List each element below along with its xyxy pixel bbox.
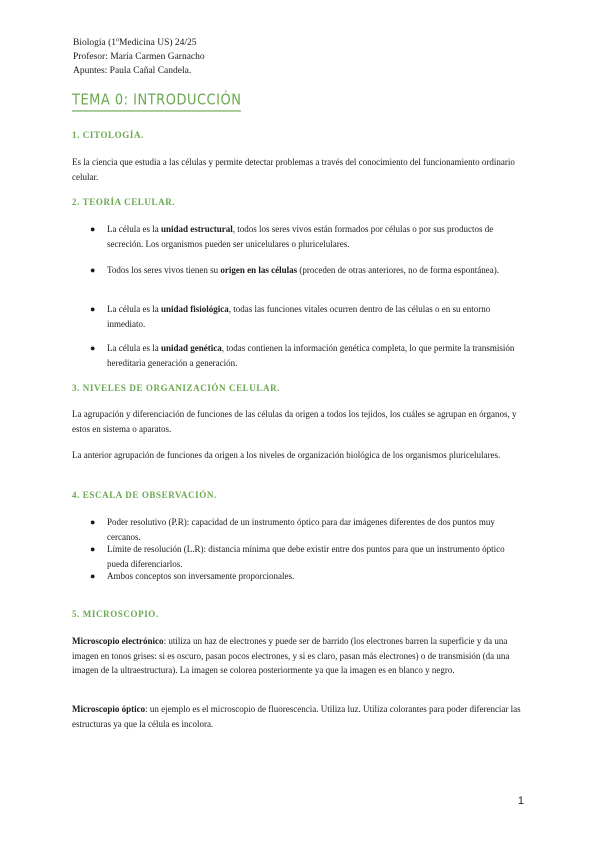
list-item: ● Límite de resolución (L.R): distancia mínima que debe existir entre dos puntos para que un instrumento óptico pueda diferenciarlos. bbox=[90, 544, 505, 569]
bullet-icon: ● bbox=[90, 224, 96, 234]
section-heading-teoria-celular: 2. TEORÍA CELULAR. bbox=[72, 197, 176, 207]
section-heading-escala: 4. ESCALA DE OBSERVACIÓN. bbox=[72, 490, 217, 500]
paragraph-microscopio-electronico: Microscopio electrónico: utiliza un haz de electrones y puede ser de barrido (los electrones barren la superficie y da una imagen en tonos grises: si es oscuro, pasan pocos electrones, y si es claro, pasan más electrones) o de transmisión (da una imagen de la ultraestructura). La imagen se colorea posteriormente ya que la imagen es en blanco y negro. bbox=[72, 636, 510, 675]
page-number: 1 bbox=[517, 795, 524, 807]
list-item: ● La célula es la unidad estructural, todos los seres vivos están formados por células o por sus productos de secreción. Los organismos pueden ser unicelulares o pluricelulares. bbox=[90, 224, 494, 249]
paragraph-microscopio-optico: Microscopio óptico: un ejemplo es el microscopio de fluorescencia. Utiliza luz. Utiliza colorantes para poder diferenciar las estructuras ya que la célula es incolora. bbox=[72, 704, 521, 729]
page-title: TEMA 0: INTRODUCCIÓN bbox=[72, 92, 241, 112]
header-author: Apuntes: Paula Cañal Candela. bbox=[73, 66, 192, 76]
bullet-icon: ● bbox=[90, 517, 96, 527]
bullet-icon: ● bbox=[90, 343, 96, 353]
paragraph-niveles-1: La agrupación y diferenciación de funciones de las células da origen a todos los tejidos, los cuáles se agrupan en órganos, y estos en sistema o aparatos. bbox=[72, 409, 517, 434]
bullet-icon: ● bbox=[90, 265, 96, 275]
bullet-icon: ● bbox=[90, 304, 96, 314]
list-item: ● Poder resolutivo (P.R): capacidad de un instrumento óptico para dar imágenes diferentes de dos puntos muy cercanos. bbox=[90, 517, 495, 542]
header-subject: Biología (1ºMedicina US) 24/25 bbox=[73, 38, 197, 48]
paragraph-niveles-2: La anterior agrupación de funciones da origen a los niveles de organización biológica de los organismos pluricelulares. bbox=[72, 450, 501, 460]
bullet-icon: ● bbox=[90, 544, 96, 554]
section-heading-niveles: 3. NIVELES DE ORGANIZACIÓN CELULAR. bbox=[72, 383, 281, 393]
section-heading-microscopio: 5. MICROSCOPIO. bbox=[72, 609, 159, 619]
list-item: ● La célula es la unidad fisiológica, todas las funciones vitales ocurren dentro de las células o en su entorno inmediato. bbox=[90, 304, 491, 329]
list-item: ● Ambos conceptos son inversamente proporcionales. bbox=[92, 569, 520, 584]
list-item: ● La célula es la unidad genética, todas contienen la información genética completa, lo que permite la transmisión hereditaria generación a generación. bbox=[90, 343, 515, 368]
section-heading-citologia: 1. CITOLOGÍA. bbox=[72, 130, 144, 140]
header-professor: Profesor: María Carmen Garnacho bbox=[73, 52, 205, 62]
bullet-icon: ● bbox=[90, 571, 96, 581]
list-item: ● Todos los seres vivos tienen su origen en las células (proceden de otras anteriores, no de forma espontánea). bbox=[92, 263, 520, 278]
paragraph-citologia: Es la ciencia que estudia a las células y permite detectar problemas a través del conocimiento del funcionamiento ordinario celular. bbox=[72, 157, 515, 182]
